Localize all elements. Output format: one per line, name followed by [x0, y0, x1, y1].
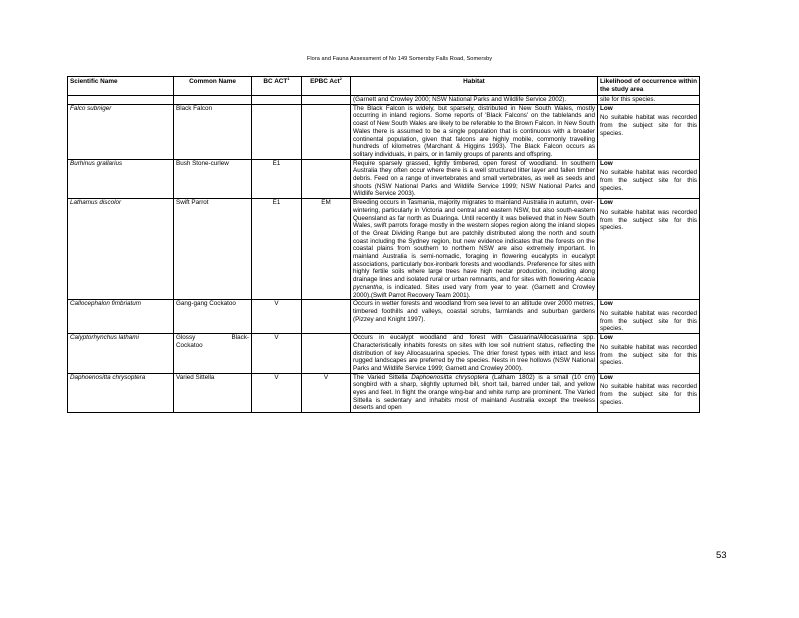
- cell-scientific: Daphoenositta chrysoptera: [68, 373, 174, 413]
- cell-habitat: Occurs in wetter forests and woodland from sea level to an altitude over 2000 metres, timbered foothills and valleys, coastal scrubs, farmlands and suburban gardens (Pizzey and Knight 1997).: [351, 300, 598, 334]
- likelihood-body: No suitable habitat was recorded from the subject site for this species.: [600, 343, 697, 367]
- col-habitat: Habitat: [351, 77, 598, 96]
- likelihood-body: No suitable habitat was recorded from the subject site for this species.: [600, 114, 697, 137]
- likelihood-body: No suitable habitat was recorded from the subject site for this species.: [600, 208, 697, 232]
- cell-habitat: The Black Falcon is widely, but sparsely, distributed in New South Wales, mostly occurring in inland regions. Some reports of 'Black Falcons' on the tablelands and coast of New South Wales are likely to be referable to the Brown Falcon. In New South Wales there is assumed to be a single population that is continuous with a broader continental population, given that falcons are highly mobile, commonly travelling hundreds of kilometres (Marchant & Higgins 1993). The Black Falcon occurs as solitary individuals, in pairs, or in family groups of parents and offspring.: [351, 104, 598, 159]
- table-row: [68, 96, 700, 105]
- cell-habitat: Breeding occurs in Tasmania, majority migrates to mainland Australia in autumn, over-wintering, particularly in Victoria and central and eastern NSW, but also south-eastern Queensland as far north as Duaringa. Until recently it was believed that in New South Wales, swift parrots forage mostly in the western slopes region along the inland slopes of the Great Dividing Range but are patchily distributed along the north and south coast including the Sydney region, but new evidence indicates that the forests on the coastal plains from southern to northern NSW are also extremely important. In mainland Australia is semi-nomadic, foraging in flowering eucalypts in eucalypt associations, particularly box-ironbark forests and woodlands. Preference for sites with highly fertile soils where large trees have high nectar production, including along drainage lines and isolated rural or urban remnants, and for sites with flowering Acacia pycnantha, is indicated. Sites used vary from year to year. (Garnett and Crowley 2000).(Swift Parrot Recovery Team 2001).: [351, 199, 598, 300]
- cell-bc: V: [252, 300, 302, 334]
- cell-likelihood: [598, 300, 700, 334]
- cell-bc: E1: [252, 199, 302, 300]
- cell-bc: E1: [252, 159, 302, 199]
- likelihood-body: site for this species.: [600, 96, 656, 103]
- page-header: Flora and Fauna Assessment of No 149 Somersby Falls Road, Somersby: [306, 56, 493, 62]
- table-row: [68, 159, 700, 199]
- cell-common: Varied Sittella: [174, 373, 252, 413]
- table-row: [68, 199, 700, 300]
- col-bc-act: BC ACT$^1$: [252, 77, 302, 96]
- table-row: [68, 104, 700, 159]
- cell-likelihood: [598, 104, 700, 159]
- cell-likelihood: [598, 159, 700, 199]
- cell-scientific: Falco subniger: [68, 104, 174, 159]
- cell-common: Black Falcon: [174, 104, 252, 159]
- cell-common: Glossy Black- Cockatoo: [174, 334, 252, 374]
- likelihood-body: No suitable habitat was recorded from the subject site for this species.: [600, 309, 697, 333]
- cell-scientific: Calyptorhynchus lathami: [68, 334, 174, 374]
- cell-bc: [252, 96, 302, 105]
- likelihood-rating: Low: [600, 104, 613, 112]
- cell-common: Swift Parrot: [174, 199, 252, 300]
- cell-epbc: [302, 159, 351, 199]
- cell-epbc: EM: [302, 199, 351, 300]
- cell-common: [174, 96, 252, 105]
- cell-bc: V: [252, 334, 302, 374]
- cell-epbc: [302, 334, 351, 374]
- cell-common: Bush Stone-curlew: [174, 159, 252, 199]
- cell-habitat: Require sparsely grassed, lightly timbered, open forest of woodland. In southern Australia they often occur where there is a well structured litter layer and fallen timber debris. Feed on a range of invertebrates and small vertebrates, as well as seeds and shoots (NSW National Parks and Wildlife Service 1999; NSW National Parks and Wildlife Service 2003).: [351, 159, 598, 199]
- cell-epbc: [302, 300, 351, 334]
- col-likelihood: Likelihood of occurrence within the study area: [598, 77, 700, 96]
- cell-scientific: Lathamus discolor: [68, 199, 174, 300]
- cell-bc: V: [252, 373, 302, 413]
- cell-likelihood: [598, 199, 700, 300]
- cell-scientific: Burhinus grallarius: [68, 159, 174, 199]
- cell-habitat: Occurs in eucalypt woodland and forest with Casuarina/Allocasuarina spp. Characteristically inhabits forests on sites with low soil nutrient status, reflecting the distribution of key Allocasuarina species. The drier forest types with intact and less rugged landscapes are preferred by the species. Nests in tree hollows (NSW National Parks and Wildlife Service 1999; Garnett and Crowley 2000).: [351, 334, 598, 374]
- cell-likelihood: [598, 96, 700, 105]
- page-number: 53: [716, 550, 727, 561]
- likelihood-rating: Low: [600, 199, 613, 207]
- cell-scientific: [68, 96, 174, 105]
- col-epbc-act: EPBC Act$^2$: [302, 77, 351, 96]
- cell-common: Gang-gang Cockatoo: [174, 300, 252, 334]
- likelihood-body: No suitable habitat was recorded from the subject site for this species.: [600, 169, 697, 192]
- cell-scientific: Callocephalon fimbriatum: [68, 300, 174, 334]
- likelihood-rating: Low: [600, 373, 613, 381]
- table-header-row: [68, 77, 700, 96]
- cell-epbc: [302, 96, 351, 105]
- cell-habitat: (Garnett and Crowley 2000; NSW National Parks and Wildlife Service 2002).: [351, 96, 598, 105]
- col-common-name: Common Name: [174, 77, 252, 96]
- likelihood-body: No suitable habitat was recorded from the subject site for this species.: [600, 383, 697, 406]
- likelihood-rating: Low: [600, 300, 613, 308]
- likelihood-rating: Low: [600, 334, 613, 342]
- table-row: [68, 334, 700, 374]
- cell-epbc: V: [302, 373, 351, 413]
- cell-bc: [252, 104, 302, 159]
- cell-likelihood: [598, 373, 700, 413]
- cell-likelihood: [598, 334, 700, 374]
- cell-epbc: [302, 104, 351, 159]
- table-row: [68, 373, 700, 413]
- species-table: [67, 76, 700, 413]
- cell-habitat: The Varied Sittella Daphoenositta chrysoptera (Latham 1802) is a small (10 cm) songbird with a sharp, slightly upturned bill, short tail, barred under tail, and yellow eyes and feet. In flight the orange wing-bar and white rump are prominent. The Varied Sittella is sedentary and inhabits most of mainland Australia except the treeless deserts and open: [351, 373, 598, 413]
- likelihood-rating: Low: [600, 159, 613, 167]
- table-row: [68, 300, 700, 334]
- col-scientific-name: Scientific Name: [68, 77, 174, 96]
